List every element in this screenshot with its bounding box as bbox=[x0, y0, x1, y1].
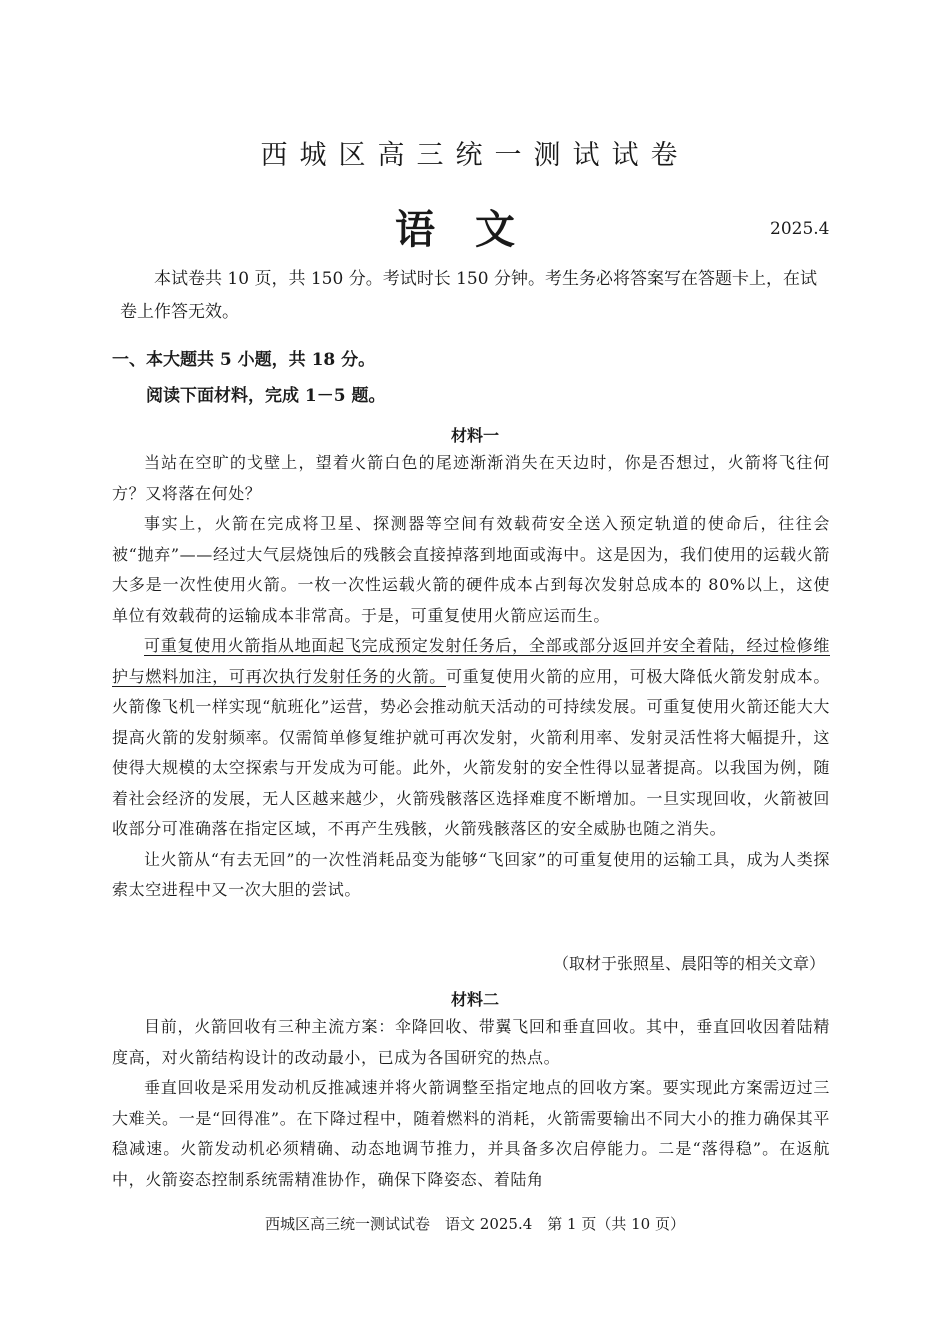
material-1-source: （取材于张照星、晨阳等的相关文章） bbox=[552, 954, 825, 973]
page-footer: 西城区高三统一测试试卷 语文 2025.4 第 1 页（共 10 页） bbox=[265, 1215, 685, 1233]
material-2-passage bbox=[112, 1012, 830, 1195]
material-2-paragraph: 目前，火箭回收有三种主流方案：伞降回收、带翼飞回和垂直回收。其中，垂直回收因着陆精度高，对火箭结构设计的改动最小，已成为各国研究的热点。 bbox=[112, 1017, 830, 1067]
paragraph-continuation: 可重复使用火箭的应用，可极大降低火箭发射成本。火箭像飞机一样实现“航班化”运营，势必会推动航天活动的可持续发展。可重复使用火箭还能大大提高火箭的发射频率。仅需简单修复维护就可再次发射，火箭利用率、发射灵活性将大幅提升，这使得大规模的太空探索与开发成为可能。此外，火箭发射的安全性得以显著提高。以我国为例，随着社会经济的发展，无人区越来越少，火箭残骸落区选择难度不断增加。一旦实现回收，火箭被回收部分可准确落在指定区域，不再产生残骸，火箭残骸落区的安全威胁也随之消失。 bbox=[112, 666, 830, 838]
exam-title: 西城区高三统一测试试卷 bbox=[260, 140, 690, 171]
material-1-passage bbox=[112, 448, 830, 906]
underlined-definition: 可重复使用火箭指从地面起飞完成预定发射任务后，全部或部分返回并安全着陆，经过检修维护与燃料加注，可再次执行发射任务的火箭。 bbox=[112, 636, 830, 686]
material-1-paragraph: 让火箭从“有去无回”的一次性消耗品变为能够“飞回家”的可重复使用的运输工具，成为人类探索太空进程中又一次大胆的尝试。 bbox=[112, 849, 830, 899]
material-2-paragraph: 垂直回收是采用发动机反推减速并将火箭调整至指定地点的回收方案。要实现此方案需迈过三大难关。一是“回得准”。在下降过程中，随着燃料的消耗，火箭需要输出不同大小的推力确保其平稳减速。火箭发动机必须精确、动态地调节推力，并具备多次启停能力。二是“落得稳”。在返航中，火箭姿态控制系统需精准协作，确保下降姿态、着陆角 bbox=[112, 1078, 830, 1189]
exam-date: 2025.4 bbox=[770, 219, 830, 239]
section-heading: 一、本大题共 5 小题，共 18 分。 bbox=[112, 350, 376, 370]
section-instruction: 阅读下面材料，完成 1－5 题。 bbox=[146, 386, 386, 406]
subject-title: 语文 bbox=[395, 207, 555, 253]
material-1-paragraph bbox=[112, 631, 830, 845]
material-1-paragraph: 当站在空旷的戈壁上，望着火箭白色的尾迹渐渐消失在天边时，你是否想过，火箭将飞往何方？又将落在何处？ bbox=[112, 453, 830, 503]
material-1-title: 材料一 bbox=[450, 426, 499, 445]
material-1-paragraph: 事实上，火箭在完成将卫星、探测器等空间有效载荷安全送入预定轨道的使命后，往往会被“抛弃”——经过大气层烧蚀后的残骸会直接掉落到地面或海中。这是因为，我们使用的运载火箭大多是一次性使用火箭。一枚一次性运载火箭的硬件成本占到每次发射总成本的 80%以上，这使单位有效载荷的运输成本非常高。于是，可重复使用火箭应运而生。 bbox=[112, 514, 830, 625]
material-2-title: 材料二 bbox=[450, 990, 499, 1009]
exam-instructions: 本试卷共 10 页，共 150 分。考试时长 150 分钟。考生务必将答案写在答题卡上，在试卷上作答无效。 bbox=[120, 269, 817, 322]
